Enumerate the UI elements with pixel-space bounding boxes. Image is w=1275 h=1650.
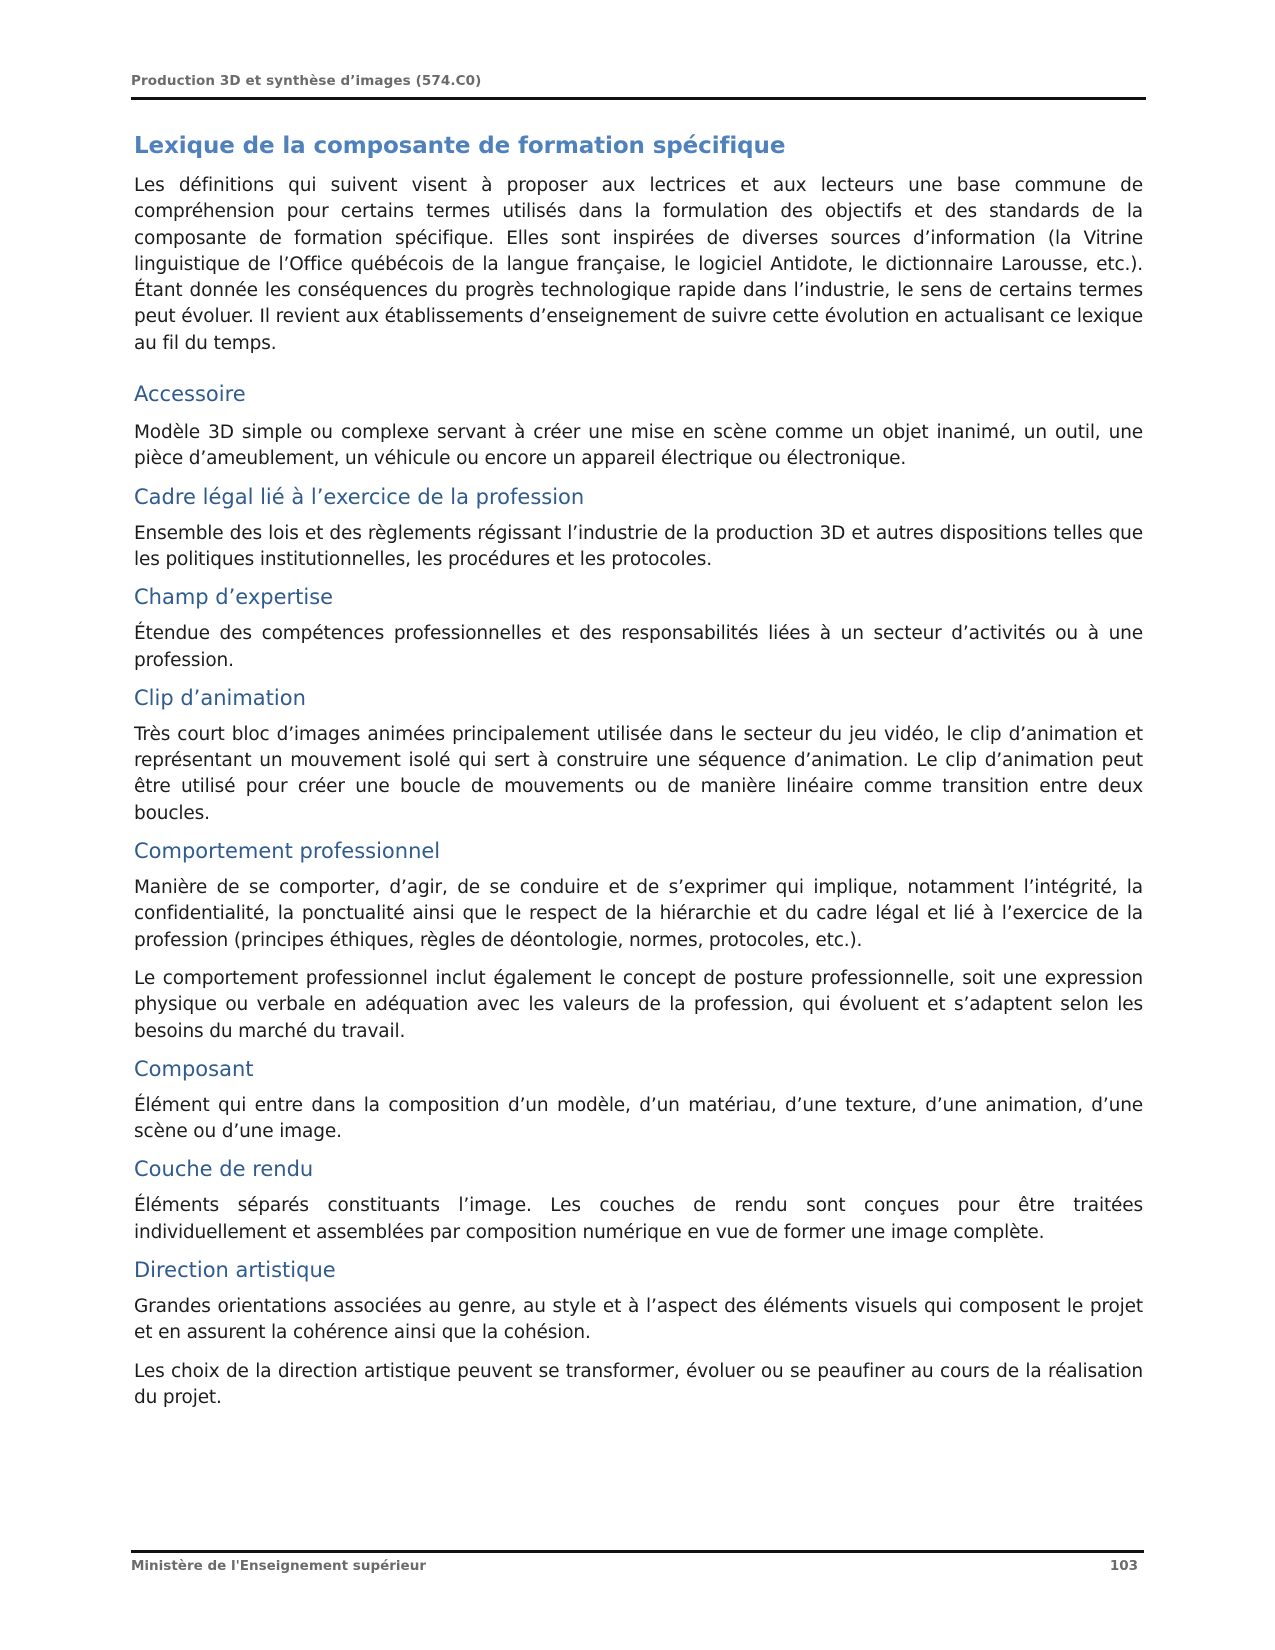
glossary-entry-clip-animation bbox=[134, 685, 1143, 827]
glossary-definition: Manière de se comporter, d’agir, de se conduire et de s’exprimer qui implique, notamment l’intégrité, la confidentialité, la ponctualité ainsi que le respect de la hiérarchie et du cadre légal et lié à l’exercice de la profession (principes éthiques, règles de déontologie, normes, protocoles, etc.). bbox=[134, 877, 1143, 951]
glossary-entry-direction-artistique bbox=[134, 1257, 1143, 1411]
glossary-definition: Modèle 3D simple ou complexe servant à créer une mise en scène comme un objet inanimé, un outil, une pièce d’ameublement, un véhicule ou encore un appareil électrique ou électronique. bbox=[134, 422, 1143, 470]
glossary-term: Couche de rendu bbox=[134, 1157, 314, 1182]
glossary-definition: Éléments séparés constituants l’image. Les couches de rendu sont conçues pour être traitées individuellement et assemblées par composition numérique en vue de former une image complète. bbox=[134, 1195, 1143, 1243]
document-title: Production 3D et synthèse d’images (574.C0) bbox=[131, 73, 482, 89]
glossary-definition: Très court bloc d’images animées principalement utilisée dans le secteur du jeu vidéo, le clip d’animation et représentant un mouvement isolé qui sert à construire une séquence d’animation. Le clip d’animation peut être utilisé pour créer une boucle de mouvements ou de manière linéaire comme transition entre deux boucles. bbox=[134, 723, 1143, 824]
glossary-entry-composant bbox=[134, 1056, 1143, 1146]
page-header bbox=[131, 73, 1146, 100]
page-title: Lexique de la composante de formation spécifique bbox=[134, 133, 786, 159]
footer-organization: Ministère de l'Enseignement supérieur bbox=[131, 1558, 426, 1574]
glossary-definition: Élément qui entre dans la composition d’un modèle, d’un matériau, d’une texture, d’une animation, d’une scène ou d’une image. bbox=[134, 1094, 1143, 1143]
glossary-term: Champ d’expertise bbox=[134, 585, 334, 610]
page-number: 103 bbox=[1109, 1558, 1138, 1574]
page-footer bbox=[131, 1550, 1144, 1574]
glossary-definition: Ensemble des lois et des règlements régissant l’industrie de la production 3D et autres dispositions telles que les politiques institutionnelles, les procédures et les protocoles. bbox=[134, 522, 1143, 570]
main-content bbox=[134, 131, 1143, 1422]
glossary-entry-couche-de-rendu bbox=[134, 1156, 1143, 1246]
glossary-term: Comportement professionnel bbox=[134, 839, 441, 864]
glossary-term: Direction artistique bbox=[134, 1258, 336, 1283]
glossary-definition: Le comportement professionnel inclut également le concept de posture professionnelle, soit une expression physique ou verbale en adéquation avec les valeurs de la profession, qui évoluent et s’adaptent selon les besoins du marché du travail. bbox=[134, 967, 1143, 1042]
glossary-entry-champ-expertise bbox=[134, 584, 1143, 674]
glossary-term: Cadre légal lié à l’exercice de la profession bbox=[134, 484, 585, 509]
glossary-entry-comportement-professionnel bbox=[134, 838, 1143, 1045]
glossary-definition: Les choix de la direction artistique peuvent se transformer, évoluer ou se peaufiner au cours de la réalisation du projet. bbox=[134, 1360, 1143, 1408]
glossary-entry-cadre-legal bbox=[134, 484, 1143, 574]
glossary-definition: Étendue des compétences professionnelles et des responsabilités liées à un secteur d’activités ou à une profession. bbox=[134, 623, 1143, 671]
glossary-term: Clip d’animation bbox=[134, 685, 306, 710]
glossary-definition: Grandes orientations associées au genre, au style et à l’aspect des éléments visuels qui composent le projet et en assurent la cohérence ainsi que la cohésion. bbox=[134, 1296, 1143, 1344]
glossary-entry-accessoire bbox=[134, 381, 1143, 473]
glossary-term: Composant bbox=[134, 1056, 254, 1081]
glossary-term: Accessoire bbox=[134, 382, 246, 407]
intro-paragraph: Les définitions qui suivent visent à proposer aux lectrices et aux lecteurs une base commune de compréhension pour certains termes utilisés dans la formulation des objectifs et des standards de la composante de formation spécifique. Elles sont inspirées de diverses sources d’information (la Vitrine linguistique de l’Office québécois de la langue française, le logiciel Antidote, le dictionnaire Larousse, etc.). Étant donnée les conséquences du progrès technologique rapide dans l’industrie, le sens de certains termes peut évoluer. Il revient aux établissements d’enseignement de suivre cette évolution en actualisant ce lexique au fil du temps. bbox=[134, 175, 1143, 354]
